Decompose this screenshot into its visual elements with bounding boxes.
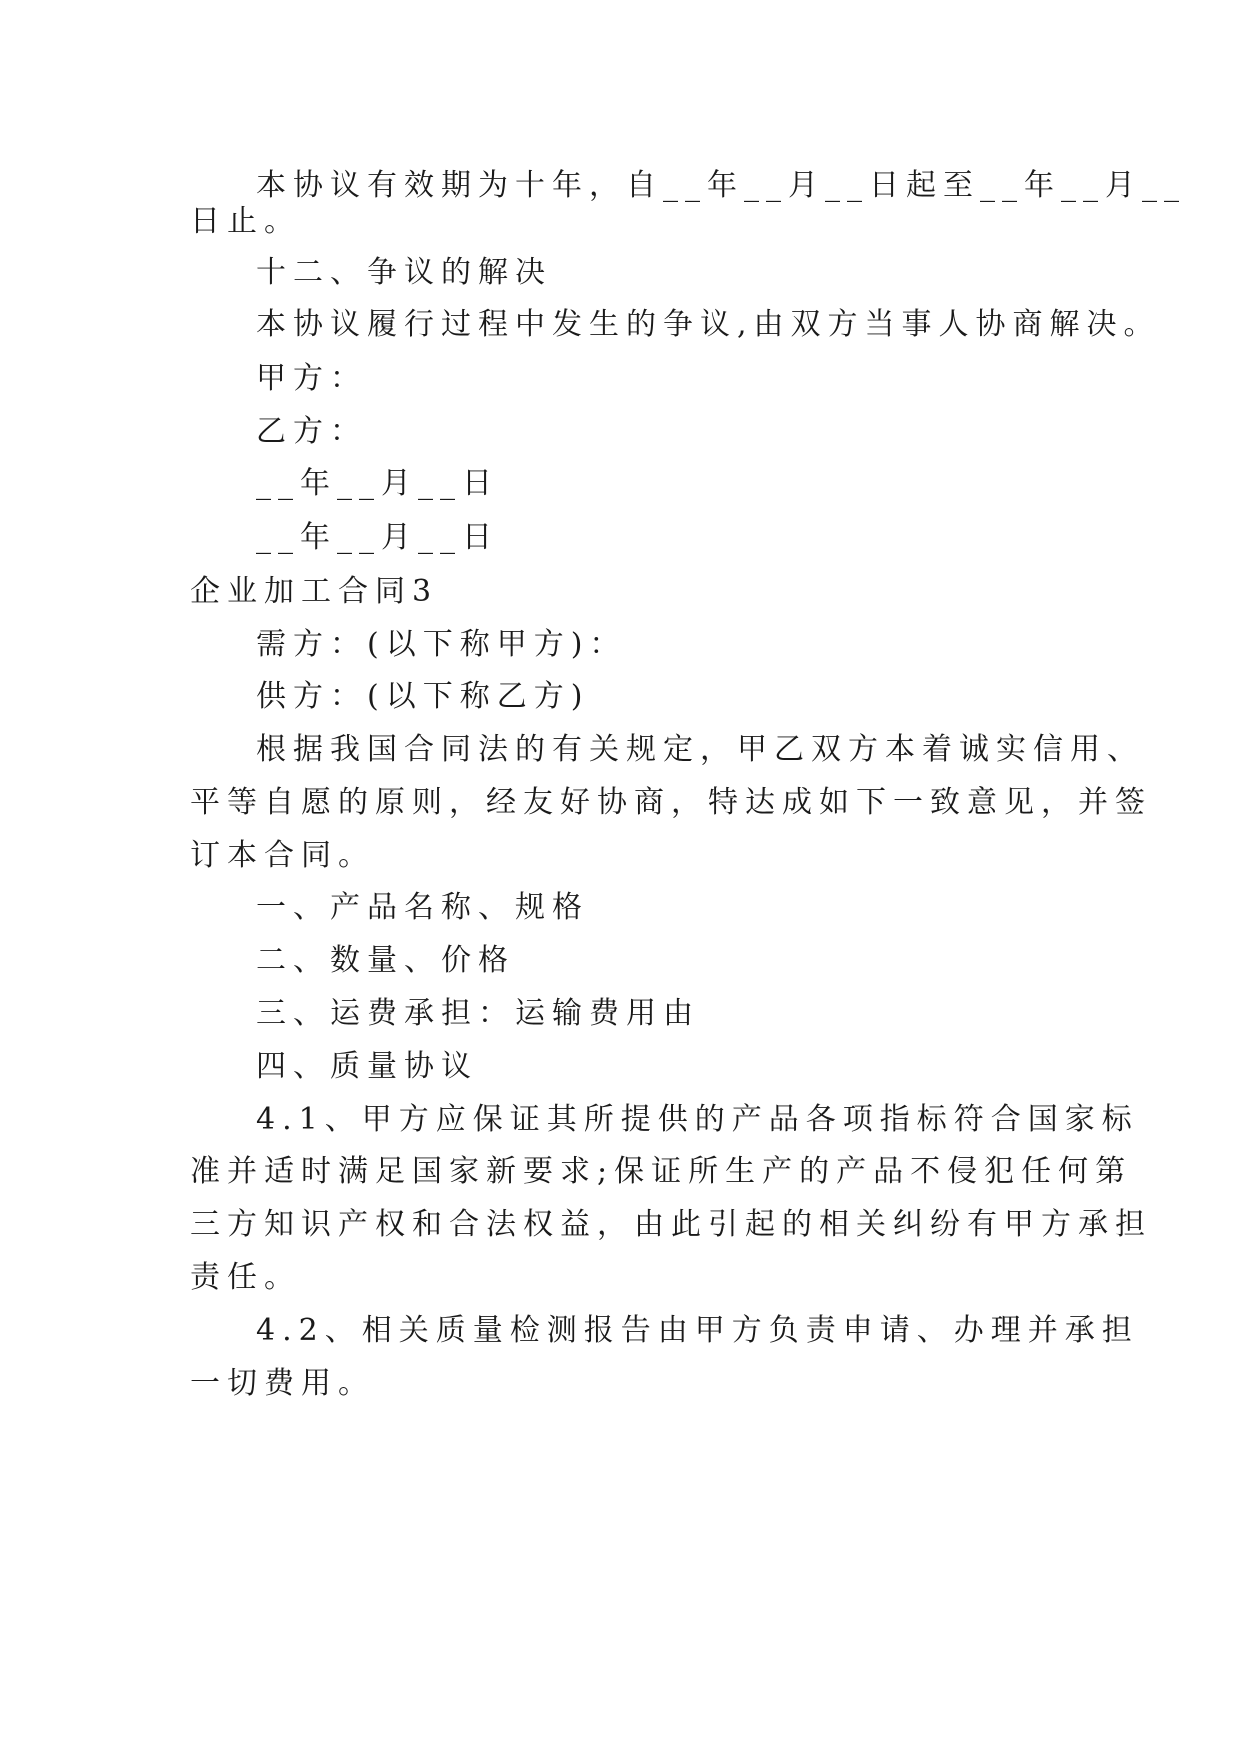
buyer-line: 需方：(以下称甲方)： [256, 627, 627, 662]
clause-4-1-line: 准并适时满足国家新要求;保证所生产的产品不侵犯任何第 [190, 1154, 1133, 1189]
clause-4-1-line: 三方知识产权和合法权益，由此引起的相关纠纷有甲方承担 [190, 1207, 1152, 1242]
section-quality-heading: 四、质量协议 [256, 1049, 478, 1084]
section-quantity-heading: 二、数量、价格 [256, 943, 515, 978]
validity-period-line-cont: 日止。 [190, 204, 301, 239]
clause-4-2-line: 4.2、相关质量检测报告由甲方负责申请、办理并承担 [256, 1313, 1139, 1348]
party-b-signature-label: 乙方： [256, 414, 367, 449]
party-a-signature-label: 甲方： [256, 361, 367, 396]
section-product-heading: 一、产品名称、规格 [256, 890, 589, 925]
validity-period-line: 本协议有效期为十年，自__年__月__日起至__年__月__ [256, 168, 1186, 203]
signature-date-b: __年__月__日 [256, 520, 499, 555]
contract-title: 企业加工合同3 [190, 574, 439, 609]
supplier-line: 供方：(以下称乙方) [256, 679, 590, 714]
dispute-text: 本协议履行过程中发生的争议,由双方当事人协商解决。 [256, 307, 1161, 342]
signature-date-a: __年__月__日 [256, 466, 499, 501]
clause-4-1-line: 责任。 [190, 1260, 301, 1295]
preamble-line: 订本合同。 [190, 838, 375, 873]
preamble-line: 根据我国合同法的有关规定，甲乙双方本着诚实信用、 [256, 732, 1144, 767]
preamble-line: 平等自愿的原则，经友好协商，特达成如下一致意见，并签 [190, 785, 1152, 820]
section-freight-heading: 三、运费承担：运输费用由 [256, 996, 700, 1031]
clause-4-1-line: 4.1、甲方应保证其所提供的产品各项指标符合国家标 [256, 1102, 1139, 1137]
section-dispute-heading: 十二、争议的解决 [256, 255, 552, 290]
clause-4-2-line: 一切费用。 [190, 1366, 375, 1401]
